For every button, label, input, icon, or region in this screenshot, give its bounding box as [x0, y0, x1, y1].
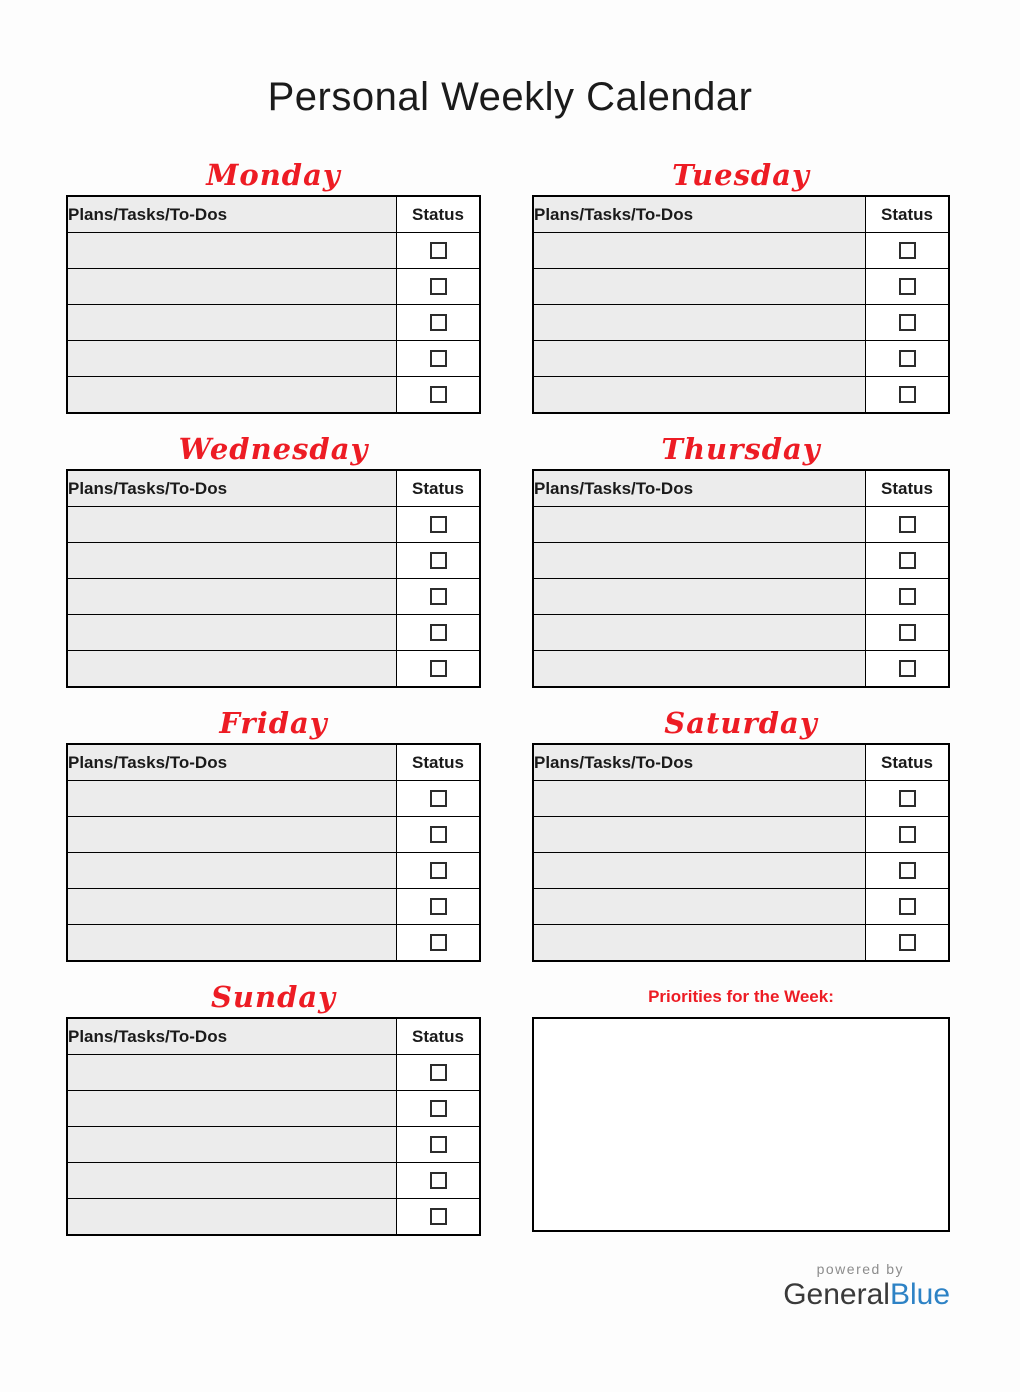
status-checkbox[interactable] [430, 1100, 447, 1117]
task-rows [67, 781, 480, 962]
status-cell [397, 341, 481, 377]
task-row [533, 651, 949, 688]
status-cell [397, 651, 481, 688]
day-section [532, 702, 950, 962]
day-table [66, 195, 481, 414]
plans-cell[interactable] [67, 233, 397, 269]
task-row [67, 233, 480, 269]
brand-name-blue: Blue [889, 1278, 950, 1311]
table-header-row [533, 744, 949, 781]
day-section [66, 428, 481, 688]
status-checkbox[interactable] [430, 386, 447, 403]
day-heading: Friday [219, 705, 328, 740]
status-cell [397, 1091, 481, 1127]
status-cell [866, 507, 950, 543]
task-row [533, 817, 949, 853]
plans-cell[interactable] [67, 1199, 397, 1236]
status-checkbox[interactable] [430, 934, 447, 951]
plans-cell[interactable] [533, 269, 866, 305]
status-cell [397, 853, 481, 889]
day-heading: Thursday [661, 431, 821, 466]
status-checkbox[interactable] [899, 898, 916, 915]
task-row [533, 543, 949, 579]
plans-cell[interactable] [67, 615, 397, 651]
task-row [67, 1055, 480, 1091]
status-checkbox[interactable] [430, 1172, 447, 1189]
plans-column-header: Plans/Tasks/To-Dos [533, 196, 866, 233]
status-checkbox[interactable] [899, 588, 916, 605]
plans-cell[interactable] [533, 615, 866, 651]
plans-cell[interactable] [533, 377, 866, 414]
status-checkbox[interactable] [899, 624, 916, 641]
page [0, 72, 1020, 1310]
plans-cell[interactable] [533, 543, 866, 579]
task-row [67, 781, 480, 817]
task-row [67, 579, 480, 615]
plans-cell[interactable] [67, 507, 397, 543]
task-row [67, 651, 480, 688]
day-table [66, 1017, 481, 1236]
day-heading: Sunday [210, 979, 337, 1014]
status-checkbox[interactable] [430, 552, 447, 569]
status-cell [866, 925, 950, 962]
task-rows [67, 507, 480, 688]
table-header-row [67, 470, 480, 507]
plans-cell[interactable] [67, 889, 397, 925]
status-cell [397, 817, 481, 853]
day-section [66, 976, 481, 1236]
plans-cell[interactable] [67, 1091, 397, 1127]
table-header-row [67, 196, 480, 233]
status-cell [866, 341, 950, 377]
priorities-section [532, 976, 950, 1236]
status-cell [397, 781, 481, 817]
status-cell [866, 853, 950, 889]
plans-cell[interactable] [67, 651, 397, 688]
task-row [533, 507, 949, 543]
status-checkbox[interactable] [899, 516, 916, 533]
task-row [67, 507, 480, 543]
task-rows [533, 781, 949, 962]
plans-cell[interactable] [67, 269, 397, 305]
day-section [66, 154, 481, 414]
plans-cell[interactable] [67, 1055, 397, 1091]
day-section [532, 154, 950, 414]
status-cell [397, 233, 481, 269]
status-checkbox[interactable] [899, 242, 916, 259]
plans-cell[interactable] [67, 305, 397, 341]
plans-cell[interactable] [533, 651, 866, 688]
day-section [532, 428, 950, 688]
status-checkbox[interactable] [899, 386, 916, 403]
table-header-row [67, 1018, 480, 1055]
plans-cell[interactable] [533, 889, 866, 925]
status-cell [397, 889, 481, 925]
task-row [533, 269, 949, 305]
status-checkbox[interactable] [899, 278, 916, 295]
task-row [67, 1127, 480, 1163]
status-column-header: Status [397, 744, 481, 781]
status-column-header: Status [866, 470, 950, 507]
status-cell [866, 543, 950, 579]
status-column-header: Status [866, 196, 950, 233]
status-cell [866, 269, 950, 305]
plans-column-header: Plans/Tasks/To-Dos [67, 1018, 397, 1055]
status-cell [866, 889, 950, 925]
plans-cell[interactable] [67, 1127, 397, 1163]
status-cell [397, 925, 481, 962]
status-checkbox[interactable] [430, 278, 447, 295]
status-cell [866, 579, 950, 615]
task-row [67, 615, 480, 651]
task-rows [67, 1055, 480, 1236]
plans-cell[interactable] [67, 1163, 397, 1199]
powered-by-label: powered by [816, 1261, 904, 1277]
task-rows [67, 233, 480, 414]
plans-cell[interactable] [533, 817, 866, 853]
status-cell [866, 305, 950, 341]
status-checkbox[interactable] [430, 350, 447, 367]
calendar-grid [66, 154, 950, 1250]
task-row [533, 853, 949, 889]
status-cell [866, 233, 950, 269]
task-row [67, 1163, 480, 1199]
status-cell [397, 615, 481, 651]
task-row [533, 781, 949, 817]
table-header-row [533, 196, 949, 233]
task-row [533, 305, 949, 341]
plans-cell[interactable] [533, 925, 866, 962]
status-cell [397, 1199, 481, 1236]
task-row [533, 615, 949, 651]
status-cell [397, 377, 481, 414]
status-column-header: Status [397, 470, 481, 507]
day-table [532, 469, 950, 688]
task-row [67, 1091, 480, 1127]
task-row [533, 341, 949, 377]
status-checkbox[interactable] [430, 516, 447, 533]
plans-column-header: Plans/Tasks/To-Dos [67, 470, 397, 507]
plans-cell[interactable] [67, 377, 397, 414]
status-cell [397, 543, 481, 579]
plans-cell[interactable] [533, 781, 866, 817]
plans-cell[interactable] [533, 507, 866, 543]
task-row [67, 305, 480, 341]
plans-cell[interactable] [67, 341, 397, 377]
status-cell [397, 579, 481, 615]
day-section [66, 702, 481, 962]
brand-name-general: General [783, 1278, 890, 1311]
status-checkbox[interactable] [430, 826, 447, 843]
task-row [533, 233, 949, 269]
task-row [533, 889, 949, 925]
plans-column-header: Plans/Tasks/To-Dos [67, 196, 397, 233]
day-table [66, 743, 481, 962]
table-header-row [67, 744, 480, 781]
page-title: Personal Weekly Calendar [267, 75, 753, 119]
plans-cell[interactable] [533, 305, 866, 341]
status-cell [866, 615, 950, 651]
status-checkbox[interactable] [430, 242, 447, 259]
status-column-header: Status [397, 196, 481, 233]
plans-cell[interactable] [67, 853, 397, 889]
status-checkbox[interactable] [899, 862, 916, 879]
status-cell [397, 1163, 481, 1199]
status-checkbox[interactable] [430, 1064, 447, 1081]
task-row [533, 579, 949, 615]
task-row [67, 817, 480, 853]
status-checkbox[interactable] [430, 862, 447, 879]
task-row [67, 543, 480, 579]
day-table [66, 469, 481, 688]
status-checkbox[interactable] [899, 660, 916, 677]
generalblue-logo[interactable] [783, 1280, 950, 1310]
task-row [67, 269, 480, 305]
plans-cell[interactable] [67, 543, 397, 579]
status-checkbox[interactable] [899, 552, 916, 569]
status-cell [397, 269, 481, 305]
status-checkbox[interactable] [899, 826, 916, 843]
status-column-header: Status [866, 744, 950, 781]
plans-cell[interactable] [533, 579, 866, 615]
task-row [67, 1199, 480, 1236]
status-checkbox[interactable] [430, 898, 447, 915]
status-checkbox[interactable] [430, 660, 447, 677]
day-table [532, 195, 950, 414]
task-rows [533, 507, 949, 688]
plans-cell[interactable] [67, 579, 397, 615]
day-heading: Wednesday [178, 431, 369, 466]
plans-column-header: Plans/Tasks/To-Dos [67, 744, 397, 781]
status-checkbox[interactable] [430, 1136, 447, 1153]
status-cell [397, 305, 481, 341]
task-row [533, 377, 949, 414]
plans-cell[interactable] [533, 233, 866, 269]
status-checkbox[interactable] [430, 790, 447, 807]
status-checkbox[interactable] [430, 314, 447, 331]
status-cell [866, 651, 950, 688]
day-heading: Saturday [664, 705, 818, 740]
plans-cell[interactable] [67, 781, 397, 817]
day-table [532, 743, 950, 962]
priorities-heading: Priorities for the Week: [648, 986, 834, 1006]
day-heading: Monday [206, 157, 341, 192]
task-row [67, 341, 480, 377]
footer [0, 1262, 950, 1310]
task-row [67, 925, 480, 962]
plans-cell[interactable] [533, 853, 866, 889]
status-column-header: Status [397, 1018, 481, 1055]
status-cell [866, 781, 950, 817]
status-checkbox[interactable] [430, 588, 447, 605]
status-checkbox[interactable] [899, 790, 916, 807]
status-checkbox[interactable] [899, 934, 916, 951]
status-checkbox[interactable] [899, 314, 916, 331]
plans-cell[interactable] [533, 341, 866, 377]
task-row [67, 377, 480, 414]
plans-column-header: Plans/Tasks/To-Dos [533, 470, 866, 507]
plans-cell[interactable] [67, 925, 397, 962]
status-cell [397, 507, 481, 543]
status-cell [866, 377, 950, 414]
status-checkbox[interactable] [899, 350, 916, 367]
plans-cell[interactable] [67, 817, 397, 853]
status-cell [397, 1055, 481, 1091]
task-row [67, 853, 480, 889]
task-row [533, 925, 949, 962]
status-checkbox[interactable] [430, 624, 447, 641]
task-row [67, 889, 480, 925]
priorities-input-area[interactable] [532, 1017, 950, 1232]
status-cell [866, 817, 950, 853]
status-cell [397, 1127, 481, 1163]
table-header-row [533, 470, 949, 507]
task-rows [533, 233, 949, 414]
status-checkbox[interactable] [430, 1208, 447, 1225]
plans-column-header: Plans/Tasks/To-Dos [533, 744, 866, 781]
day-heading: Tuesday [672, 157, 810, 192]
